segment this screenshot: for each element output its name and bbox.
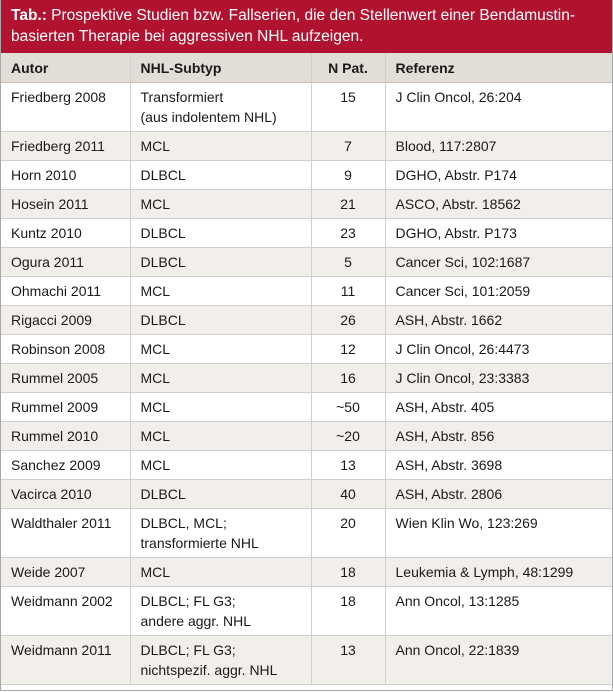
cell-npat: 21 xyxy=(311,190,385,219)
cell-npat: 7 xyxy=(311,132,385,161)
cell-autor: Ohmachi 2011 xyxy=(1,277,130,306)
subtyp-line-1: DLBCL xyxy=(140,225,186,241)
cell-autor: Weidmann 2002 xyxy=(1,587,130,636)
cell-subtyp xyxy=(130,587,311,636)
cell-autor: Rummel 2010 xyxy=(1,422,130,451)
table-row xyxy=(1,335,612,364)
table-header-row xyxy=(1,53,612,83)
cell-subtyp xyxy=(130,335,311,364)
subtyp-line-1: DLBCL; FL G3; xyxy=(140,593,236,609)
cell-npat: 26 xyxy=(311,306,385,335)
cell-autor: Waldthaler 2011 xyxy=(1,509,130,558)
cell-referenz: Cancer Sci, 102:1687 xyxy=(385,248,612,277)
cell-subtyp xyxy=(130,190,311,219)
cell-subtyp xyxy=(130,132,311,161)
cell-subtyp xyxy=(130,83,311,132)
cell-subtyp xyxy=(130,277,311,306)
subtyp-line-1: DLBCL; FL G3; xyxy=(140,642,236,658)
cell-autor: Vacirca 2010 xyxy=(1,480,130,509)
cell-autor: Kuntz 2010 xyxy=(1,219,130,248)
subtyp-line-1: DLBCL, MCL; xyxy=(140,515,227,531)
cell-subtyp xyxy=(130,248,311,277)
subtyp-line-1: MCL xyxy=(140,138,171,154)
cell-referenz: J Clin Oncol, 26:204 xyxy=(385,83,612,132)
cell-npat: 11 xyxy=(311,277,385,306)
table-row xyxy=(1,190,612,219)
cell-referenz: J Clin Oncol, 23:3383 xyxy=(385,364,612,393)
table-row xyxy=(1,558,612,587)
subtyp-line-1: MCL xyxy=(140,283,171,299)
subtyp-line-2: transformierte NHL xyxy=(140,535,259,551)
cell-npat: 18 xyxy=(311,558,385,587)
cell-referenz: Ann Oncol, 22:1839 xyxy=(385,636,612,685)
subtyp-line-1: MCL xyxy=(140,428,171,444)
table-row xyxy=(1,587,612,636)
header-referenz: Referenz xyxy=(385,53,612,83)
table-row xyxy=(1,83,612,132)
cell-autor: Ogura 2011 xyxy=(1,248,130,277)
cell-npat: 15 xyxy=(311,83,385,132)
caption-text: Prospektive Studien bzw. Fallserien, die den Stellenwert einer Bendamustin-basierten Therapie bei aggressiven NHL aufzeigen. xyxy=(11,7,576,45)
cell-npat: 20 xyxy=(311,509,385,558)
subtyp-line-1: MCL xyxy=(140,341,171,357)
table-row xyxy=(1,364,612,393)
cell-autor: Sanchez 2009 xyxy=(1,451,130,480)
table-row xyxy=(1,480,612,509)
cell-referenz: ASH, Abstr. 856 xyxy=(385,422,612,451)
cell-referenz: Wien Klin Wo, 123:269 xyxy=(385,509,612,558)
cell-subtyp xyxy=(130,480,311,509)
table-row xyxy=(1,306,612,335)
cell-subtyp xyxy=(130,306,311,335)
cell-npat: 13 xyxy=(311,636,385,685)
cell-autor: Rummel 2009 xyxy=(1,393,130,422)
subtyp-line-1: Transformiert xyxy=(140,89,224,105)
cell-referenz: ASH, Abstr. 1662 xyxy=(385,306,612,335)
subtyp-line-1: MCL xyxy=(140,457,171,473)
cell-referenz: ASH, Abstr. 2806 xyxy=(385,480,612,509)
cell-subtyp xyxy=(130,558,311,587)
subtyp-line-1: MCL xyxy=(140,196,171,212)
table-row xyxy=(1,161,612,190)
cell-autor: Rigacci 2009 xyxy=(1,306,130,335)
cell-npat: 18 xyxy=(311,587,385,636)
cell-referenz: ASH, Abstr. 405 xyxy=(385,393,612,422)
cell-autor: Friedberg 2008 xyxy=(1,83,130,132)
table-row xyxy=(1,277,612,306)
subtyp-line-1: MCL xyxy=(140,399,171,415)
cell-npat: 16 xyxy=(311,364,385,393)
header-autor: Autor xyxy=(1,53,130,83)
subtyp-line-1: DLBCL xyxy=(140,486,186,502)
cell-subtyp xyxy=(130,219,311,248)
subtyp-line-1: MCL xyxy=(140,370,171,386)
subtyp-line-1: DLBCL xyxy=(140,167,186,183)
table-row xyxy=(1,248,612,277)
cell-autor: Rummel 2005 xyxy=(1,364,130,393)
cell-referenz: Blood, 117:2807 xyxy=(385,132,612,161)
table-row xyxy=(1,636,612,685)
cell-npat: 12 xyxy=(311,335,385,364)
cell-referenz: ASH, Abstr. 3698 xyxy=(385,451,612,480)
cell-referenz: ASCO, Abstr. 18562 xyxy=(385,190,612,219)
header-subtyp: NHL-Subtyp xyxy=(130,53,311,83)
studies-table xyxy=(1,53,612,685)
subtyp-line-2: nichtspezif. aggr. NHL xyxy=(140,662,278,678)
table-row xyxy=(1,219,612,248)
cell-subtyp xyxy=(130,161,311,190)
cell-referenz: Leukemia & Lymph, 48:1299 xyxy=(385,558,612,587)
cell-autor: Horn 2010 xyxy=(1,161,130,190)
subtyp-line-2: andere aggr. NHL xyxy=(140,613,252,629)
cell-npat: 40 xyxy=(311,480,385,509)
cell-autor: Robinson 2008 xyxy=(1,335,130,364)
cell-subtyp xyxy=(130,451,311,480)
table-caption xyxy=(1,0,612,53)
cell-subtyp xyxy=(130,364,311,393)
table-row xyxy=(1,422,612,451)
cell-npat: 13 xyxy=(311,451,385,480)
table-row xyxy=(1,451,612,480)
cell-referenz: Ann Oncol, 13:1285 xyxy=(385,587,612,636)
cell-subtyp xyxy=(130,393,311,422)
caption-lead: Tab.: xyxy=(11,7,47,24)
subtyp-line-1: MCL xyxy=(140,564,171,580)
cell-referenz: Cancer Sci, 101:2059 xyxy=(385,277,612,306)
cell-autor: Hosein 2011 xyxy=(1,190,130,219)
subtyp-line-1: DLBCL xyxy=(140,254,186,270)
cell-referenz: J Clin Oncol, 26:4473 xyxy=(385,335,612,364)
cell-autor: Weide 2007 xyxy=(1,558,130,587)
table-row xyxy=(1,393,612,422)
cell-subtyp xyxy=(130,509,311,558)
table-row xyxy=(1,132,612,161)
cell-subtyp xyxy=(130,422,311,451)
cell-npat: 5 xyxy=(311,248,385,277)
table-row xyxy=(1,509,612,558)
cell-npat: ~50 xyxy=(311,393,385,422)
table-body xyxy=(1,83,612,685)
subtyp-line-1: DLBCL xyxy=(140,312,186,328)
cell-referenz: DGHO, Abstr. P173 xyxy=(385,219,612,248)
cell-referenz: DGHO, Abstr. P174 xyxy=(385,161,612,190)
cell-npat: 23 xyxy=(311,219,385,248)
cell-autor: Friedberg 2011 xyxy=(1,132,130,161)
cell-autor: Weidmann 2011 xyxy=(1,636,130,685)
subtyp-line-2: (aus indolentem NHL) xyxy=(140,109,277,125)
cell-npat: ~20 xyxy=(311,422,385,451)
cell-npat: 9 xyxy=(311,161,385,190)
cell-subtyp xyxy=(130,636,311,685)
header-npat: N Pat. xyxy=(311,53,385,83)
